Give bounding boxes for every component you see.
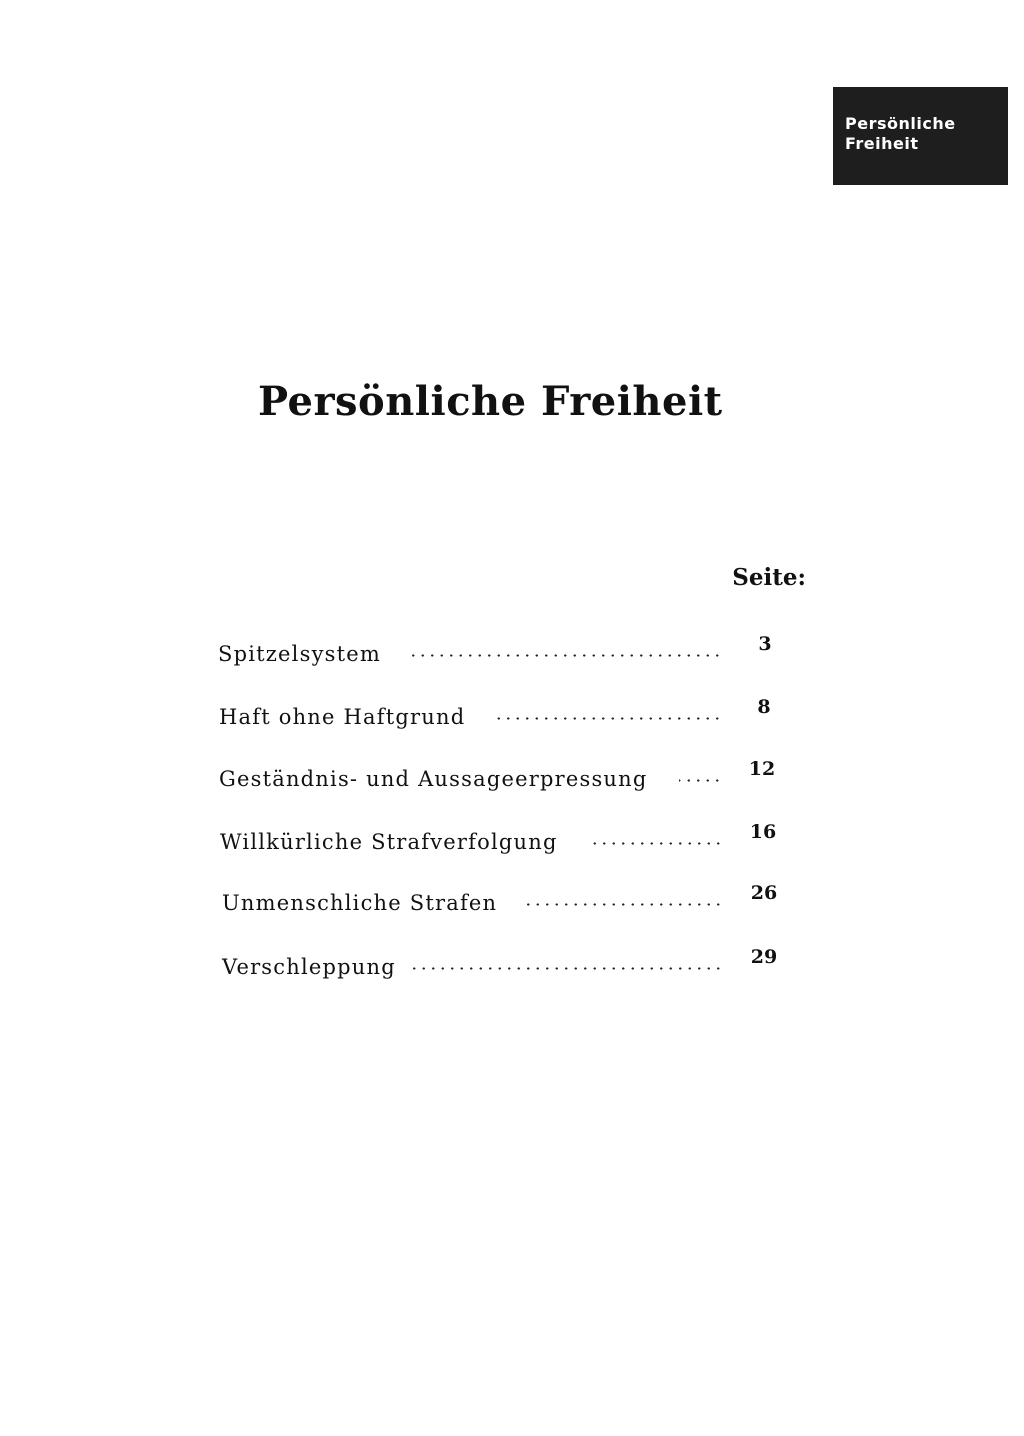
toc-entry-page: 26	[750, 882, 778, 904]
toc-entry-title: Geständnis- und Aussageerpressung	[219, 767, 648, 791]
toc-entry-page: 12	[748, 758, 776, 780]
toc-entry-title: Spitzelsystem	[218, 642, 381, 666]
toc-entry-page: 3	[758, 633, 772, 655]
toc-entry-page: 8	[757, 696, 771, 718]
toc-entry-title: Verschleppung	[222, 955, 396, 979]
toc-entry-title: Haft ohne Haftgrund	[219, 705, 466, 729]
chapter-tab-line-1: Persönliche	[845, 114, 956, 133]
toc-entry-title: Unmenschliche Strafen	[222, 891, 498, 915]
toc-dot-leader	[524, 903, 723, 906]
chapter-tab-line-2: Freiheit	[845, 134, 919, 153]
toc-entry-page: 29	[750, 946, 778, 968]
toc-dot-leader	[679, 779, 722, 782]
toc-dot-leader	[497, 717, 722, 720]
toc-dot-leader	[410, 967, 723, 970]
toc-page-header: Seite:	[732, 564, 806, 591]
toc-dot-leader	[408, 654, 722, 657]
toc-dot-leader	[592, 842, 723, 845]
page-title: Persönliche Freiheit	[258, 378, 723, 425]
toc-entry-title: Willkürliche Strafverfolgung	[220, 830, 558, 854]
toc-entry-page: 16	[749, 821, 777, 843]
